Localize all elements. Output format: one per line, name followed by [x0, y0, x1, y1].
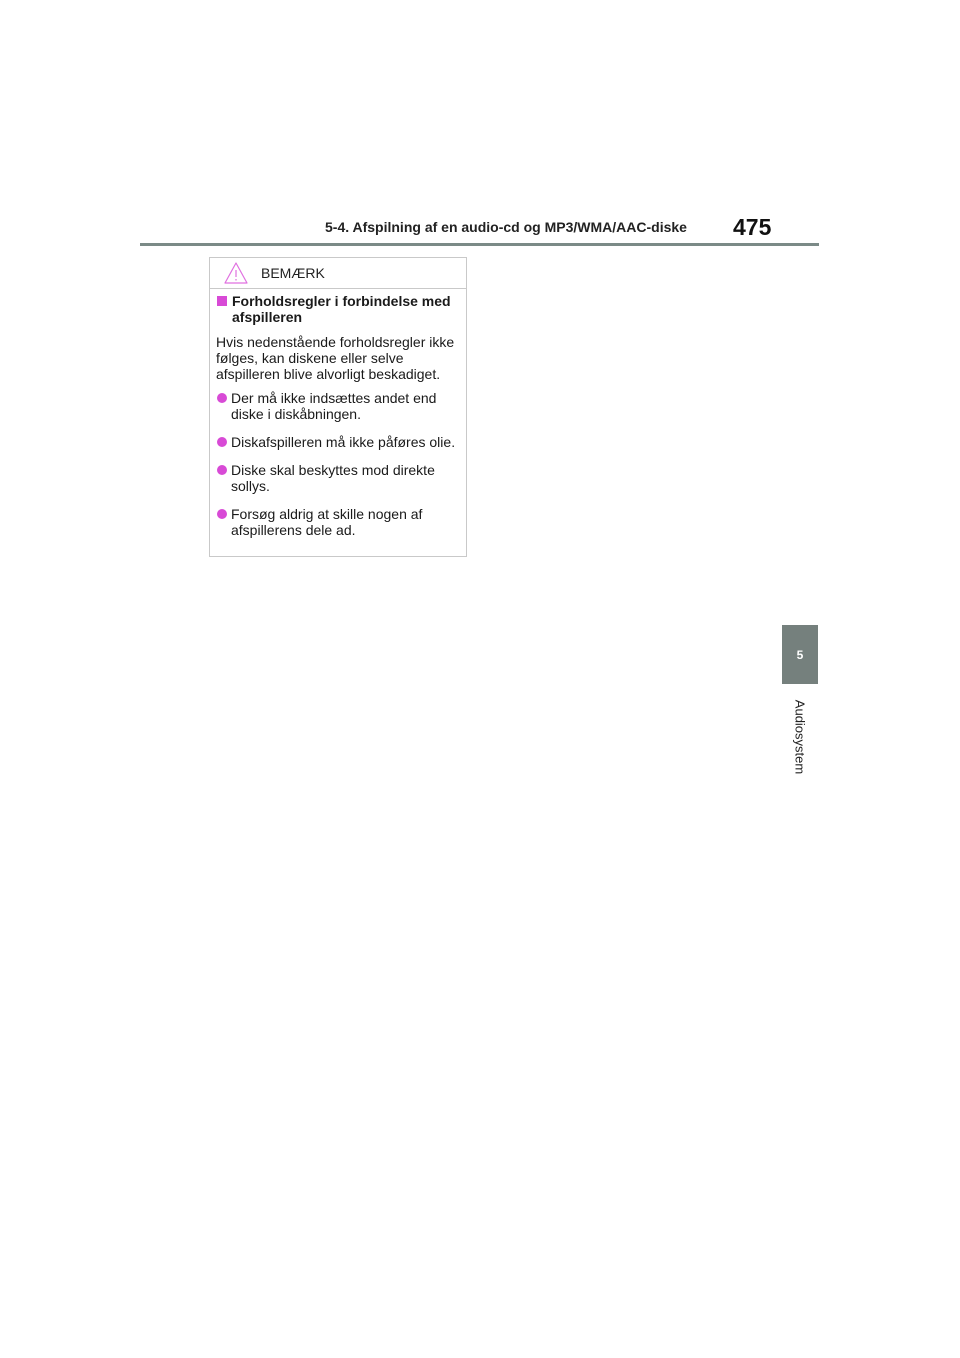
intro-text: Hvis nedenstående forholdsregler ikke følges, kan diskene eller selve afspilleren blive alvorligt beskadiget.: [216, 334, 455, 382]
section-title: 5-4. Afspilning af en audio-cd og MP3/WMA/AAC-diske: [325, 219, 687, 235]
list-item-text: Forsøg aldrig at skille nogen af afspillerens dele ad.: [231, 506, 423, 538]
list-item: [216, 462, 458, 494]
header-divider: [140, 243, 819, 246]
notice-title: BEMÆRK: [261, 265, 325, 281]
list-item: [216, 434, 458, 450]
list-item-text: Diske skal beskyttes mod direkte sollys.: [231, 462, 435, 494]
chapter-label: Audiosystem: [792, 699, 808, 775]
list-item: [216, 390, 458, 422]
notice-body: [210, 289, 466, 538]
bullet-dot-icon: [217, 437, 227, 447]
bullet-dot-icon: [217, 393, 227, 403]
warning-triangle-icon: [223, 261, 249, 285]
bullet-dot-icon: [217, 465, 227, 475]
notice-header: [210, 258, 466, 289]
section-heading-text: Forholdsregler i forbindelse med afspilleren: [232, 293, 451, 325]
list-item-text: Diskafspilleren må ikke påføres olie.: [231, 434, 456, 450]
list-item-text: Der må ikke indsættes andet end diske i diskåbningen.: [231, 390, 437, 422]
bullet-dot-icon: [217, 509, 227, 519]
square-bullet-icon: [217, 296, 227, 306]
page-number: 475: [733, 214, 772, 240]
section-heading: [216, 293, 458, 325]
chapter-number: 5: [796, 647, 804, 662]
list-item: [216, 506, 458, 538]
chapter-tab: [782, 625, 818, 684]
notice-box: [209, 257, 467, 557]
